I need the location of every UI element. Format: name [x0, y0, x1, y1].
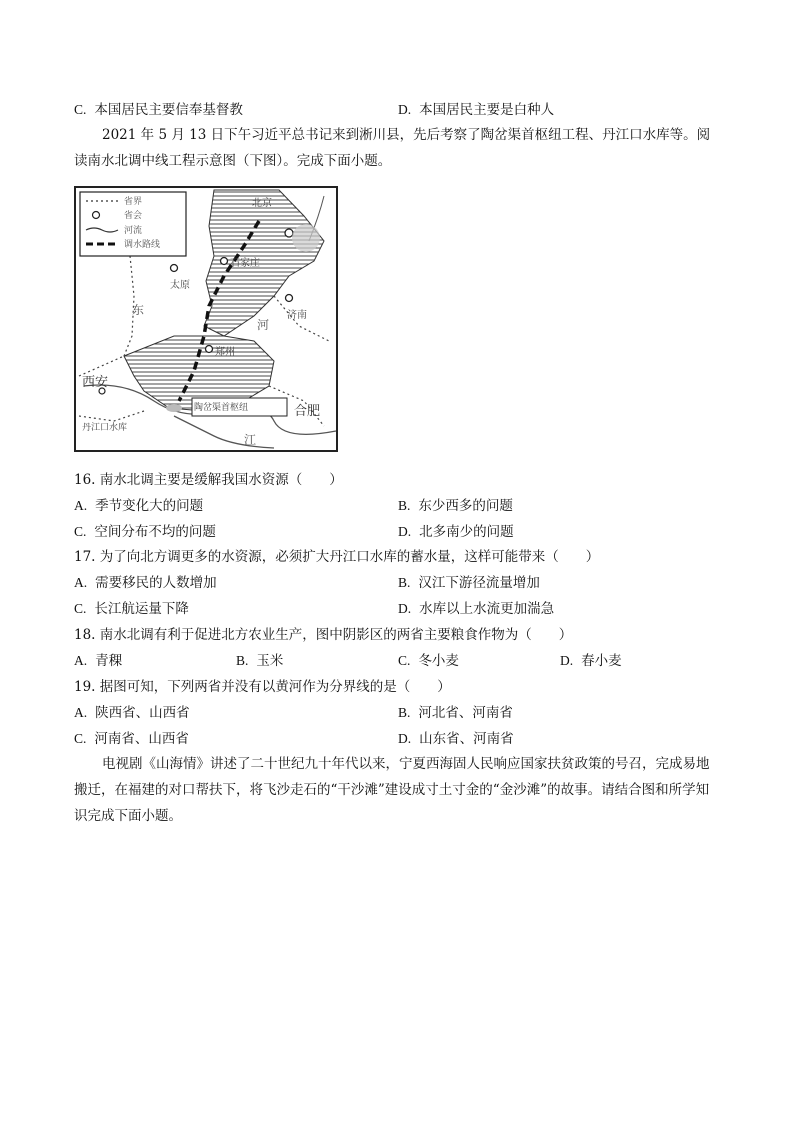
question-16 [74, 471, 343, 489]
option-text: 山东省、河南省 [419, 731, 514, 747]
option-text: 东少西多的问题 [418, 498, 513, 514]
option-c [74, 523, 216, 541]
option-d [560, 652, 622, 670]
legend-label: 河流 [124, 226, 143, 236]
option-text: 春小麦 [581, 653, 622, 669]
option-letter: C. [74, 731, 87, 746]
intro-paragraph: 2021 年 5 月 13 日下午习近平总书记来到淅川县，先后考察了陶岔渠首枢纽工程、丹江口水库等。阅读南水北调中线工程示意图（下图）。完成下面小题。 [74, 127, 711, 169]
map-label: 东 [132, 303, 145, 317]
map-label: 陶岔渠首枢纽 [194, 403, 249, 413]
question-17 [74, 548, 599, 566]
question-stem: 据图可知，下列两省并没有以黄河作为分界线的是（ ） [99, 679, 451, 695]
option-d [398, 101, 554, 119]
intro-paragraph: 电视剧《山海情》讲述了二十世纪九十年代以来，宁夏西海固人民响应国家扶贫政策的号召，完成易地搬迁，在福建的对口帮扶下，将飞沙走石的“干沙滩”建设成寸土寸金的“金沙滩”的故事。请结合图和所学知识完成下面小题。 [74, 756, 710, 824]
option-letter: D. [398, 524, 412, 539]
option-text: 本国居民主要是白种人 [419, 102, 555, 118]
question-19 [74, 678, 451, 696]
option-letter: B. [398, 705, 411, 720]
option-letter: B. [398, 498, 411, 513]
option-text: 河南省、山西省 [94, 731, 189, 747]
option-letter: A. [74, 575, 88, 590]
option-text: 陕西省、山西省 [95, 705, 190, 721]
south-north-water-diversion-map [74, 186, 338, 452]
option-a [74, 652, 122, 670]
map-label: 太原 [170, 280, 190, 291]
map-label: 合肥 [294, 404, 321, 419]
option-letter: A. [74, 705, 88, 720]
option-text: 空间分布不均的问题 [94, 524, 216, 540]
map-label: 江 [244, 433, 257, 447]
option-letter: A. [74, 498, 88, 513]
option-letter: C. [74, 102, 87, 117]
option-letter: C. [74, 601, 87, 616]
option-b [236, 652, 283, 670]
option-letter: A. [74, 653, 88, 668]
map-label: 济南 [287, 310, 307, 321]
option-d [398, 600, 554, 618]
question-stem: 南水北调主要是缓解我国水资源（ ） [99, 472, 343, 488]
question-18 [74, 626, 572, 644]
legend-label: 省界 [124, 197, 143, 207]
option-text: 需要移民的人数增加 [95, 575, 217, 591]
option-b [398, 574, 540, 592]
option-text: 玉米 [256, 653, 284, 669]
option-letter: D. [560, 653, 574, 668]
question-number: 19. [74, 679, 96, 695]
option-c [74, 101, 243, 119]
option-letter: D. [398, 731, 412, 746]
map-label: 郑州 [215, 347, 235, 358]
option-letter: D. [398, 102, 412, 117]
option-text: 北多南少的问题 [419, 524, 514, 540]
legend-label: 省会 [124, 211, 143, 221]
option-b [398, 704, 513, 722]
option-a [74, 574, 217, 592]
option-c [74, 730, 189, 748]
map-label: 西安 [82, 375, 109, 390]
option-b [398, 497, 513, 515]
option-c [398, 652, 459, 670]
option-text: 水库以上水流更加湍急 [419, 601, 555, 617]
legend-label: 调水路线 [124, 240, 161, 250]
option-text: 冬小麦 [418, 653, 459, 669]
option-text: 本国居民主要信奉基督教 [94, 102, 243, 118]
option-letter: D. [398, 601, 412, 616]
map-label: 丹江口水库 [82, 423, 128, 433]
option-letter: B. [236, 653, 249, 668]
question-number: 17. [74, 549, 96, 565]
option-text: 河北省、河南省 [418, 705, 513, 721]
option-text: 青稞 [95, 653, 123, 669]
map-label: 河 [257, 318, 270, 332]
option-letter: C. [398, 653, 411, 668]
option-text: 汉江下游径流量增加 [418, 575, 540, 591]
option-letter: C. [74, 524, 87, 539]
map-label: 北京 [252, 198, 272, 209]
question-number: 16. [74, 472, 96, 488]
option-d [398, 730, 514, 748]
option-text: 长江航运量下降 [94, 601, 189, 617]
option-d [398, 523, 514, 541]
question-stem: 为了向北方调更多的水资源，必须扩大丹江口水库的蓄水量，这样可能带来（ ） [99, 549, 600, 565]
option-c [74, 600, 189, 618]
question-stem: 南水北调有利于促进北方农业生产，图中阴影区的两省主要粮食作物为（ ） [99, 627, 573, 643]
map-label: 石家庄 [230, 258, 260, 269]
option-letter: B. [398, 575, 411, 590]
option-a [74, 704, 190, 722]
option-text: 季节变化大的问题 [95, 498, 204, 514]
question-number: 18. [74, 627, 96, 643]
option-a [74, 497, 203, 515]
